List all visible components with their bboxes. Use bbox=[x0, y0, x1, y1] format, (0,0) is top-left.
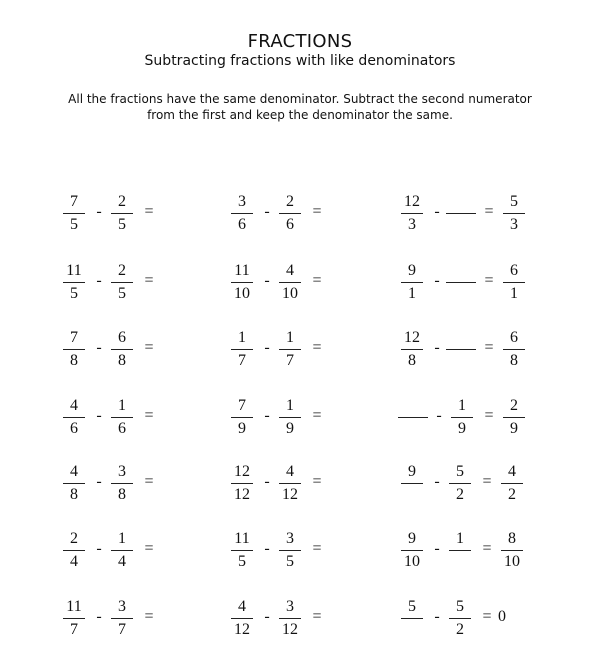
denominator bbox=[446, 352, 474, 370]
worksheet-subtitle: Subtracting fractions with like denominators bbox=[144, 53, 456, 69]
fraction-bar bbox=[231, 550, 253, 551]
fraction-bar bbox=[401, 550, 423, 551]
problem-item bbox=[60, 598, 200, 658]
fraction-bar bbox=[398, 417, 428, 418]
fraction-bar bbox=[449, 550, 471, 551]
fraction-bar bbox=[111, 213, 133, 214]
numerator: 4 bbox=[508, 463, 516, 480]
equals-sign: = bbox=[482, 540, 492, 557]
numerator: 11 bbox=[66, 598, 82, 615]
denominator bbox=[446, 285, 474, 303]
fraction-a bbox=[398, 193, 426, 253]
fraction-bar bbox=[501, 550, 523, 551]
equals-sign: = bbox=[144, 608, 154, 625]
fraction-bar bbox=[63, 417, 85, 418]
equals-sign: = bbox=[144, 339, 154, 356]
fraction-bar bbox=[279, 483, 301, 484]
denominator bbox=[398, 486, 426, 504]
problem-item bbox=[60, 262, 200, 322]
denominator: 3 bbox=[510, 216, 518, 233]
fraction-b bbox=[108, 463, 136, 523]
fraction-a bbox=[228, 530, 256, 590]
numerator: 4 bbox=[238, 598, 246, 615]
fraction-bar bbox=[63, 213, 85, 214]
denominator: 6 bbox=[238, 216, 246, 233]
fraction-b bbox=[276, 598, 304, 658]
worksheet-title: FRACTIONS bbox=[247, 31, 353, 52]
equals-sign: = bbox=[144, 473, 154, 490]
denominator: 10 bbox=[404, 553, 420, 570]
equals-sign: = bbox=[484, 203, 494, 220]
numerator: 2 bbox=[286, 193, 294, 210]
fraction-b bbox=[446, 262, 476, 322]
numerator: 5 bbox=[408, 598, 416, 615]
fraction-bar bbox=[231, 349, 253, 350]
equals-sign: = bbox=[482, 473, 492, 490]
fraction-bar bbox=[231, 417, 253, 418]
fraction-a bbox=[398, 397, 428, 457]
equals-sign: = bbox=[312, 473, 322, 490]
denominator: 1 bbox=[510, 285, 518, 302]
numerator: 1 bbox=[458, 397, 466, 414]
minus-sign: - bbox=[96, 272, 102, 289]
denominator: 5 bbox=[238, 553, 246, 570]
denominator: 12 bbox=[234, 486, 250, 503]
numerator: 12 bbox=[404, 193, 420, 210]
fraction-bar bbox=[503, 349, 525, 350]
minus-sign: - bbox=[96, 608, 102, 625]
fraction-b bbox=[276, 530, 304, 590]
problem-item bbox=[398, 598, 538, 658]
minus-sign: - bbox=[264, 473, 270, 490]
fraction-b bbox=[108, 262, 136, 322]
fraction-bar bbox=[111, 282, 133, 283]
fraction-a bbox=[228, 329, 256, 389]
numerator: 7 bbox=[70, 193, 78, 210]
numerator: 1 bbox=[286, 329, 294, 346]
denominator: 8 bbox=[70, 486, 78, 503]
problem-item bbox=[60, 397, 200, 457]
problem-item bbox=[398, 397, 538, 457]
numerator bbox=[446, 329, 474, 347]
fraction-a bbox=[60, 329, 88, 389]
numerator: 1 bbox=[118, 530, 126, 547]
denominator bbox=[398, 420, 426, 438]
numerator: 4 bbox=[70, 397, 78, 414]
fraction-bar bbox=[279, 417, 301, 418]
minus-sign: - bbox=[96, 473, 102, 490]
minus-sign: - bbox=[434, 473, 440, 490]
numerator: 3 bbox=[286, 598, 294, 615]
minus-sign: - bbox=[264, 407, 270, 424]
denominator: 4 bbox=[118, 553, 126, 570]
denominator: 9 bbox=[510, 420, 518, 437]
numerator: 2 bbox=[118, 262, 126, 279]
fraction-bar bbox=[449, 618, 471, 619]
fraction-bar bbox=[401, 618, 423, 619]
fraction-b bbox=[276, 193, 304, 253]
fraction-bar bbox=[279, 618, 301, 619]
problem-item bbox=[228, 329, 368, 389]
numerator: 3 bbox=[118, 598, 126, 615]
equals-sign: = bbox=[312, 608, 322, 625]
minus-sign: - bbox=[434, 608, 440, 625]
fraction-a bbox=[60, 463, 88, 523]
denominator bbox=[446, 216, 474, 234]
problem-item bbox=[398, 463, 538, 523]
equals-sign: = bbox=[312, 203, 322, 220]
equals-sign: = bbox=[482, 608, 492, 625]
minus-sign: - bbox=[434, 339, 440, 356]
denominator: 5 bbox=[286, 553, 294, 570]
fraction-a bbox=[228, 397, 256, 457]
fraction-bar bbox=[231, 213, 253, 214]
fraction-ans bbox=[500, 329, 528, 389]
minus-sign: - bbox=[434, 203, 440, 220]
instruction-line-2: from the first and keep the denominator the same. bbox=[147, 108, 453, 122]
fraction-bar bbox=[446, 213, 476, 214]
numerator bbox=[446, 193, 474, 211]
minus-sign: - bbox=[264, 540, 270, 557]
denominator: 5 bbox=[118, 216, 126, 233]
numerator: 4 bbox=[286, 463, 294, 480]
numerator: 12 bbox=[404, 329, 420, 346]
fraction-bar bbox=[231, 483, 253, 484]
equals-sign: = bbox=[312, 540, 322, 557]
fraction-bar bbox=[503, 282, 525, 283]
minus-sign: - bbox=[264, 272, 270, 289]
denominator: 2 bbox=[456, 486, 464, 503]
fraction-a bbox=[228, 262, 256, 322]
numerator: 9 bbox=[408, 530, 416, 547]
fraction-a bbox=[60, 262, 88, 322]
equals-sign: = bbox=[144, 203, 154, 220]
denominator: 5 bbox=[70, 216, 78, 233]
minus-sign: - bbox=[96, 407, 102, 424]
denominator: 12 bbox=[282, 486, 298, 503]
numerator: 11 bbox=[66, 262, 82, 279]
fraction-bar bbox=[279, 349, 301, 350]
fraction-bar bbox=[446, 282, 476, 283]
denominator: 12 bbox=[234, 621, 250, 638]
denominator: 8 bbox=[118, 486, 126, 503]
fraction-b bbox=[108, 193, 136, 253]
problem-item bbox=[228, 397, 368, 457]
numerator: 3 bbox=[286, 530, 294, 547]
fraction-b bbox=[108, 329, 136, 389]
fraction-bar bbox=[449, 483, 471, 484]
problem-item bbox=[398, 193, 538, 253]
denominator: 9 bbox=[238, 420, 246, 437]
fraction-a bbox=[398, 262, 426, 322]
problem-item bbox=[398, 329, 538, 389]
denominator bbox=[398, 621, 426, 639]
fraction-b bbox=[108, 598, 136, 658]
denominator: 9 bbox=[458, 420, 466, 437]
numerator: 4 bbox=[286, 262, 294, 279]
denominator: 6 bbox=[70, 420, 78, 437]
fraction-bar bbox=[401, 213, 423, 214]
fraction-bar bbox=[63, 349, 85, 350]
numerator: 2 bbox=[510, 397, 518, 414]
minus-sign: - bbox=[434, 540, 440, 557]
fraction-bar bbox=[63, 550, 85, 551]
minus-sign: - bbox=[264, 339, 270, 356]
fraction-b bbox=[446, 329, 476, 389]
numerator: 5 bbox=[456, 598, 464, 615]
numerator: 11 bbox=[234, 262, 250, 279]
numerator: 9 bbox=[408, 262, 416, 279]
problem-item bbox=[60, 530, 200, 590]
minus-sign: - bbox=[434, 272, 440, 289]
numerator: 3 bbox=[238, 193, 246, 210]
fraction-ans bbox=[500, 193, 528, 253]
numerator: 1 bbox=[286, 397, 294, 414]
fraction-a bbox=[60, 397, 88, 457]
equals-sign: = bbox=[144, 272, 154, 289]
denominator: 8 bbox=[510, 352, 518, 369]
fraction-a bbox=[398, 329, 426, 389]
fraction-b bbox=[108, 397, 136, 457]
fraction-bar bbox=[446, 349, 476, 350]
denominator: 4 bbox=[70, 553, 78, 570]
problem-item bbox=[228, 193, 368, 253]
problem-item bbox=[60, 329, 200, 389]
denominator: 7 bbox=[286, 352, 294, 369]
numerator: 7 bbox=[238, 397, 246, 414]
minus-sign: - bbox=[264, 203, 270, 220]
fraction-b bbox=[276, 262, 304, 322]
minus-sign: - bbox=[96, 203, 102, 220]
minus-sign: - bbox=[264, 608, 270, 625]
denominator: 5 bbox=[118, 285, 126, 302]
fraction-bar bbox=[279, 213, 301, 214]
fraction-bar bbox=[503, 213, 525, 214]
equals-sign: = bbox=[312, 339, 322, 356]
fraction-bar bbox=[63, 282, 85, 283]
equals-sign: = bbox=[484, 407, 494, 424]
fraction-b bbox=[276, 329, 304, 389]
fraction-bar bbox=[501, 483, 523, 484]
fraction-bar bbox=[401, 483, 423, 484]
problem-item bbox=[60, 463, 200, 523]
numerator: 1 bbox=[456, 530, 464, 547]
denominator: 10 bbox=[234, 285, 250, 302]
numerator bbox=[446, 262, 474, 280]
equals-sign: = bbox=[312, 272, 322, 289]
equals-sign: = bbox=[484, 339, 494, 356]
fraction-a bbox=[60, 193, 88, 253]
denominator: 7 bbox=[118, 621, 126, 638]
fraction-bar bbox=[451, 417, 473, 418]
fraction-ans bbox=[498, 530, 526, 590]
equals-sign: = bbox=[144, 540, 154, 557]
numerator: 4 bbox=[70, 463, 78, 480]
numerator: 6 bbox=[510, 262, 518, 279]
numerator: 7 bbox=[70, 329, 78, 346]
numerator: 6 bbox=[510, 329, 518, 346]
fraction-b bbox=[108, 530, 136, 590]
fraction-bar bbox=[63, 483, 85, 484]
fraction-bar bbox=[111, 417, 133, 418]
denominator: 5 bbox=[70, 285, 78, 302]
denominator: 8 bbox=[70, 352, 78, 369]
problem-item bbox=[60, 193, 200, 253]
denominator: 2 bbox=[456, 621, 464, 638]
denominator: 2 bbox=[508, 486, 516, 503]
denominator: 6 bbox=[118, 420, 126, 437]
denominator: 12 bbox=[282, 621, 298, 638]
fraction-b bbox=[446, 193, 476, 253]
denominator: 7 bbox=[238, 352, 246, 369]
denominator: 6 bbox=[286, 216, 294, 233]
fraction-bar bbox=[231, 618, 253, 619]
equals-sign: = bbox=[484, 272, 494, 289]
numerator: 1 bbox=[238, 329, 246, 346]
denominator: 9 bbox=[286, 420, 294, 437]
equals-sign: = bbox=[144, 407, 154, 424]
equals-sign: = bbox=[312, 407, 322, 424]
fraction-a bbox=[398, 530, 426, 590]
denominator: 3 bbox=[408, 216, 416, 233]
fraction-b bbox=[446, 463, 474, 523]
fraction-a bbox=[60, 598, 88, 658]
problem-item bbox=[228, 463, 368, 523]
problem-item bbox=[228, 530, 368, 590]
numerator: 9 bbox=[408, 463, 416, 480]
fraction-ans bbox=[500, 397, 528, 457]
numerator: 2 bbox=[70, 530, 78, 547]
denominator: 8 bbox=[118, 352, 126, 369]
worksheet-instructions bbox=[0, 91, 600, 123]
numerator: 6 bbox=[118, 329, 126, 346]
fraction-bar bbox=[401, 349, 423, 350]
denominator: 7 bbox=[70, 621, 78, 638]
fraction-ans bbox=[498, 463, 526, 523]
answer-value: 0 bbox=[498, 608, 506, 625]
fraction-bar bbox=[279, 550, 301, 551]
problem-item bbox=[398, 262, 538, 322]
fraction-ans bbox=[500, 262, 528, 322]
instruction-line-1: All the fractions have the same denominator. Subtract the second numerator bbox=[68, 92, 532, 106]
fraction-a bbox=[228, 193, 256, 253]
fraction-b bbox=[276, 463, 304, 523]
fraction-bar bbox=[111, 483, 133, 484]
fraction-bar bbox=[279, 282, 301, 283]
fraction-b bbox=[446, 530, 474, 590]
numerator: 2 bbox=[118, 193, 126, 210]
fraction-a bbox=[398, 598, 426, 658]
fraction-a bbox=[60, 530, 88, 590]
denominator bbox=[446, 553, 474, 571]
problem-item bbox=[228, 598, 368, 658]
fraction-bar bbox=[503, 417, 525, 418]
fraction-bar bbox=[401, 282, 423, 283]
fraction-bar bbox=[231, 282, 253, 283]
denominator: 8 bbox=[408, 352, 416, 369]
numerator: 5 bbox=[456, 463, 464, 480]
minus-sign: - bbox=[436, 407, 442, 424]
fraction-b bbox=[276, 397, 304, 457]
fraction-a bbox=[228, 598, 256, 658]
fraction-a bbox=[228, 463, 256, 523]
numerator: 11 bbox=[234, 530, 250, 547]
fraction-a bbox=[398, 463, 426, 523]
fraction-bar bbox=[111, 618, 133, 619]
fraction-bar bbox=[63, 618, 85, 619]
problem-item bbox=[398, 530, 538, 590]
numerator: 12 bbox=[234, 463, 250, 480]
numerator: 1 bbox=[118, 397, 126, 414]
denominator: 10 bbox=[504, 553, 520, 570]
fraction-b bbox=[448, 397, 476, 457]
minus-sign: - bbox=[96, 339, 102, 356]
numerator: 8 bbox=[508, 530, 516, 547]
denominator: 1 bbox=[408, 285, 416, 302]
denominator: 10 bbox=[282, 285, 298, 302]
minus-sign: - bbox=[96, 540, 102, 557]
numerator: 5 bbox=[510, 193, 518, 210]
fraction-bar bbox=[111, 550, 133, 551]
numerator: 3 bbox=[118, 463, 126, 480]
fraction-b bbox=[446, 598, 474, 658]
problem-item bbox=[228, 262, 368, 322]
fraction-bar bbox=[111, 349, 133, 350]
numerator bbox=[398, 397, 426, 415]
